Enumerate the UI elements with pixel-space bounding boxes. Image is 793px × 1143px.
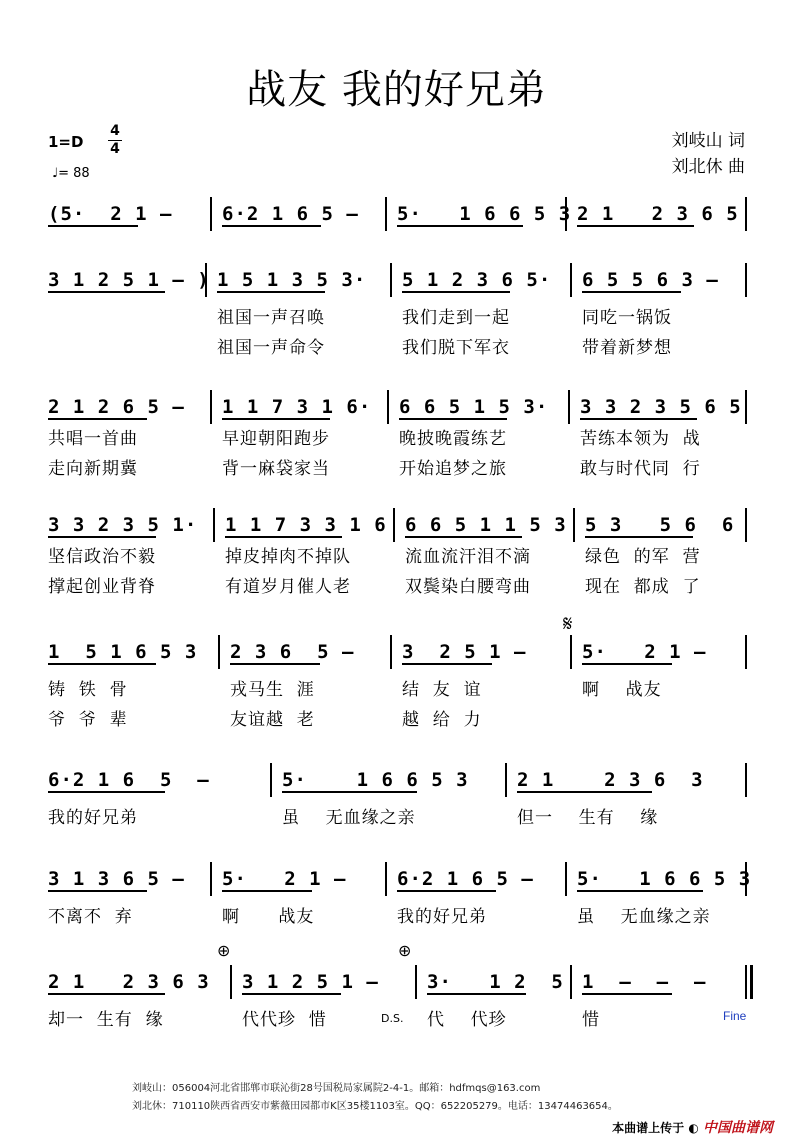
lyric-verse-1: 不离不 弃 — [48, 907, 133, 927]
lyric-verse-1: 铸 铁 骨 — [48, 680, 128, 700]
barline — [570, 263, 572, 297]
measure-notes: 6 6 5 1 5 3· — [399, 396, 549, 418]
lyric-verse-1: 但一 生有 缘 — [517, 808, 659, 828]
beam-underline — [217, 291, 325, 293]
beam-underline — [402, 663, 492, 665]
lyric-verse-2: 爷 爷 辈 — [48, 710, 128, 730]
lyric-verse-1: 流血流汗泪不滴 — [405, 547, 531, 567]
barline — [230, 965, 232, 999]
measure-notes: 6 5 5 6 3 – — [582, 269, 719, 291]
barline — [390, 635, 392, 669]
beam-underline — [582, 993, 672, 995]
measure-notes: 2 3 6 5 – — [230, 641, 355, 663]
quarter-note-icon: ♩ — [52, 166, 59, 181]
beam-underline — [48, 663, 156, 665]
lyric-verse-2: 我们脱下军衣 — [402, 338, 510, 358]
brand-logo-icon: ◐ — [688, 1121, 699, 1135]
brand-name: 中国曲谱网 — [703, 1120, 773, 1136]
lyric-verse-1: 代 代珍 — [427, 1010, 507, 1030]
lyric-verse-1: 早迎朝阳跑步 — [222, 429, 330, 449]
lyric-verse-1: 啊 战友 — [222, 907, 315, 927]
beam-underline — [48, 225, 138, 227]
time-signature — [108, 124, 122, 157]
segno-icon: 𝄋 — [563, 612, 573, 637]
beam-underline — [48, 536, 156, 538]
measure-notes: 6 6 5 1 1 5 3 — [405, 514, 567, 536]
beam-underline — [222, 890, 312, 892]
barline — [568, 390, 570, 424]
measure-notes: 1 1 7 3 1 6· — [222, 396, 372, 418]
barline — [570, 635, 572, 669]
lyric-verse-1: 同吃一锅饭 — [582, 308, 672, 328]
lyric-verse-1: 晚披晚霞练艺 — [399, 429, 507, 449]
footer-address-1: 刘岐山：056004河北省邯郸市联沁街28号国税局家属院2-4-1。邮箱：hdfmqs@163.com — [132, 1083, 541, 1094]
beam-underline — [48, 791, 165, 793]
measure-notes: 3· 1 2 5 — [427, 971, 564, 993]
barline — [387, 390, 389, 424]
measure-notes: 6·2 1 6 5 – — [397, 868, 534, 890]
measure-notes: 2 1 2 6 5 – — [48, 396, 185, 418]
upload-credit — [612, 1117, 773, 1137]
measure-notes: 1 5 1 6 5 3 — [48, 641, 198, 663]
beam-underline — [242, 993, 341, 995]
lyric-verse-2: 友谊越 老 — [230, 710, 315, 730]
barline — [210, 197, 212, 231]
barline — [210, 862, 212, 896]
measure-notes: 5· 1 6 6 5 3 — [577, 868, 752, 890]
barline — [385, 197, 387, 231]
measure-notes: 5· 2 1 – — [222, 868, 347, 890]
lyric-verse-2: 开始追梦之旅 — [399, 459, 507, 479]
measure-notes: 3 1 3 6 5 – — [48, 868, 185, 890]
beam-underline — [48, 291, 165, 293]
beam-underline — [427, 993, 526, 995]
lyric-verse-2: 双鬓染白腰弯曲 — [405, 577, 531, 597]
time-sig-bottom: 4 — [110, 141, 120, 157]
barline — [745, 508, 747, 542]
beam-underline — [580, 418, 697, 420]
lyric-verse-1: 我们走到一起 — [402, 308, 510, 328]
measure-notes: 3 3 2 3 5 6 5 — [580, 396, 742, 418]
barline — [270, 763, 272, 797]
key-signature: 1=D — [48, 133, 84, 151]
measure-notes: 2 1 2 3 6 5 — [577, 203, 739, 225]
barline — [573, 508, 575, 542]
lyric-verse-1: 我的好兄弟 — [397, 907, 487, 927]
barline — [218, 635, 220, 669]
tempo-marking — [52, 166, 90, 181]
lyric-verse-1: 我的好兄弟 — [48, 808, 138, 828]
barline — [745, 197, 747, 231]
lyric-verse-1: 啊 战友 — [582, 680, 662, 700]
lyric-verse-2: 带着新梦想 — [582, 338, 672, 358]
beam-underline — [405, 536, 522, 538]
barline — [210, 390, 212, 424]
measure-notes: 3 3 2 3 5 1· — [48, 514, 198, 536]
composer-credit: 刘北休 曲 — [671, 157, 745, 177]
beam-underline — [48, 993, 165, 995]
beam-underline — [397, 890, 496, 892]
barline — [745, 763, 747, 797]
lyric-verse-1: 坚信政治不毅 — [48, 547, 156, 567]
final-barline — [750, 965, 753, 999]
fine-marking: Fine — [723, 1009, 747, 1023]
beam-underline — [517, 791, 652, 793]
lyric-verse-1: 结 友 谊 — [402, 680, 482, 700]
coda-icon-2: ⊕ — [398, 941, 412, 960]
upload-text: 本曲谱上传于 — [612, 1121, 685, 1135]
beam-underline — [230, 663, 320, 665]
measure-notes: 2 1 2 3 6 3 — [48, 971, 210, 993]
lyric-verse-1: 苦练本领为 战 — [580, 429, 701, 449]
lyric-verse-2: 祖国一声命令 — [217, 338, 325, 358]
lyric-verse-2: 走向新期冀 — [48, 459, 138, 479]
lyric-verse-2: 撑起创业背脊 — [48, 577, 156, 597]
lyric-verse-1: 惜 — [582, 1010, 600, 1030]
barline — [505, 763, 507, 797]
beam-underline — [225, 536, 342, 538]
beam-underline — [222, 225, 321, 227]
time-sig-top: 4 — [110, 123, 120, 139]
measure-notes: 5· 2 1 – — [582, 641, 707, 663]
beam-underline — [577, 890, 703, 892]
barline — [213, 508, 215, 542]
song-title: 战友 我的好兄弟 — [246, 67, 547, 113]
lyric-verse-1: 虽 无血缘之亲 — [282, 808, 416, 828]
footer-address-2: 刘北休：710110陕西省西安市紫薇田园都市K区35楼1103室。QQ：652205279。电话：13474463654。 — [132, 1101, 618, 1112]
beam-underline — [48, 418, 147, 420]
beam-underline — [402, 291, 510, 293]
coda-icon: ⊕ — [217, 941, 231, 960]
measure-notes: 5· 1 6 6 5 3 — [397, 203, 572, 225]
lyric-verse-1: 却一 生有 缘 — [48, 1010, 164, 1030]
tempo-value: = 88 — [58, 166, 90, 181]
lyric-verse-1: 掉皮掉肉不掉队 — [225, 547, 351, 567]
beam-underline — [585, 536, 693, 538]
measure-notes: 5 1 2 3 6 5· — [402, 269, 552, 291]
measure-notes: 3 1 2 5 1 – — [242, 971, 379, 993]
beam-underline — [222, 418, 330, 420]
lyric-verse-1: 戎马生 涯 — [230, 680, 315, 700]
lyric-verse-2: 背一麻袋家当 — [222, 459, 330, 479]
beam-underline — [399, 418, 507, 420]
barline — [745, 635, 747, 669]
measure-notes: 2 1 2 3 6 3 — [517, 769, 704, 791]
barline — [415, 965, 417, 999]
beam-underline — [48, 890, 147, 892]
barline — [745, 965, 747, 999]
lyric-verse-2: 现在 都成 了 — [585, 577, 701, 597]
measure-notes: 6·2 1 6 5 – — [48, 769, 210, 791]
lyric-verse-2: 越 给 力 — [402, 710, 482, 730]
barline — [390, 263, 392, 297]
lyric-verse-1: 祖国一声召唤 — [217, 308, 325, 328]
lyric-verse-1: 代代珍 惜 — [242, 1010, 327, 1030]
measure-notes: 5 3 5 6 6 — [585, 514, 735, 536]
measure-notes: 3 2 5 1 – — [402, 641, 527, 663]
lyric-verse-2: 敢与时代同 行 — [580, 459, 701, 479]
measure-notes: 5· 1 6 6 5 3 — [282, 769, 469, 791]
barline — [385, 862, 387, 896]
measure-notes: 1 1 7 3 3 1 6 — [225, 514, 387, 536]
beam-underline — [582, 291, 681, 293]
barline — [570, 965, 572, 999]
ds-marking: D.S. — [381, 1012, 404, 1025]
measure-notes: 1 5 1 3 5 3· — [217, 269, 367, 291]
measure-notes: 6·2 1 6 5 – — [222, 203, 359, 225]
beam-underline — [582, 663, 672, 665]
barline — [393, 508, 395, 542]
measure-notes: (5· 2 1 – — [48, 203, 173, 225]
beam-underline — [282, 791, 417, 793]
measure-notes: 3 1 2 5 1 – ) — [48, 269, 210, 291]
measure-notes: 1 – – – — [582, 971, 707, 993]
barline — [565, 862, 567, 896]
lyric-verse-1: 共唱一首曲 — [48, 429, 138, 449]
beam-underline — [397, 225, 523, 227]
lyric-verse-1: 虽 无血缘之亲 — [577, 907, 711, 927]
lyric-verse-1: 绿色 的军 营 — [585, 547, 701, 567]
beam-underline — [577, 225, 694, 227]
lyricist-credit: 刘岐山 词 — [671, 131, 745, 151]
barline — [745, 263, 747, 297]
lyric-verse-2: 有道岁月催人老 — [225, 577, 351, 597]
barline — [745, 390, 747, 424]
